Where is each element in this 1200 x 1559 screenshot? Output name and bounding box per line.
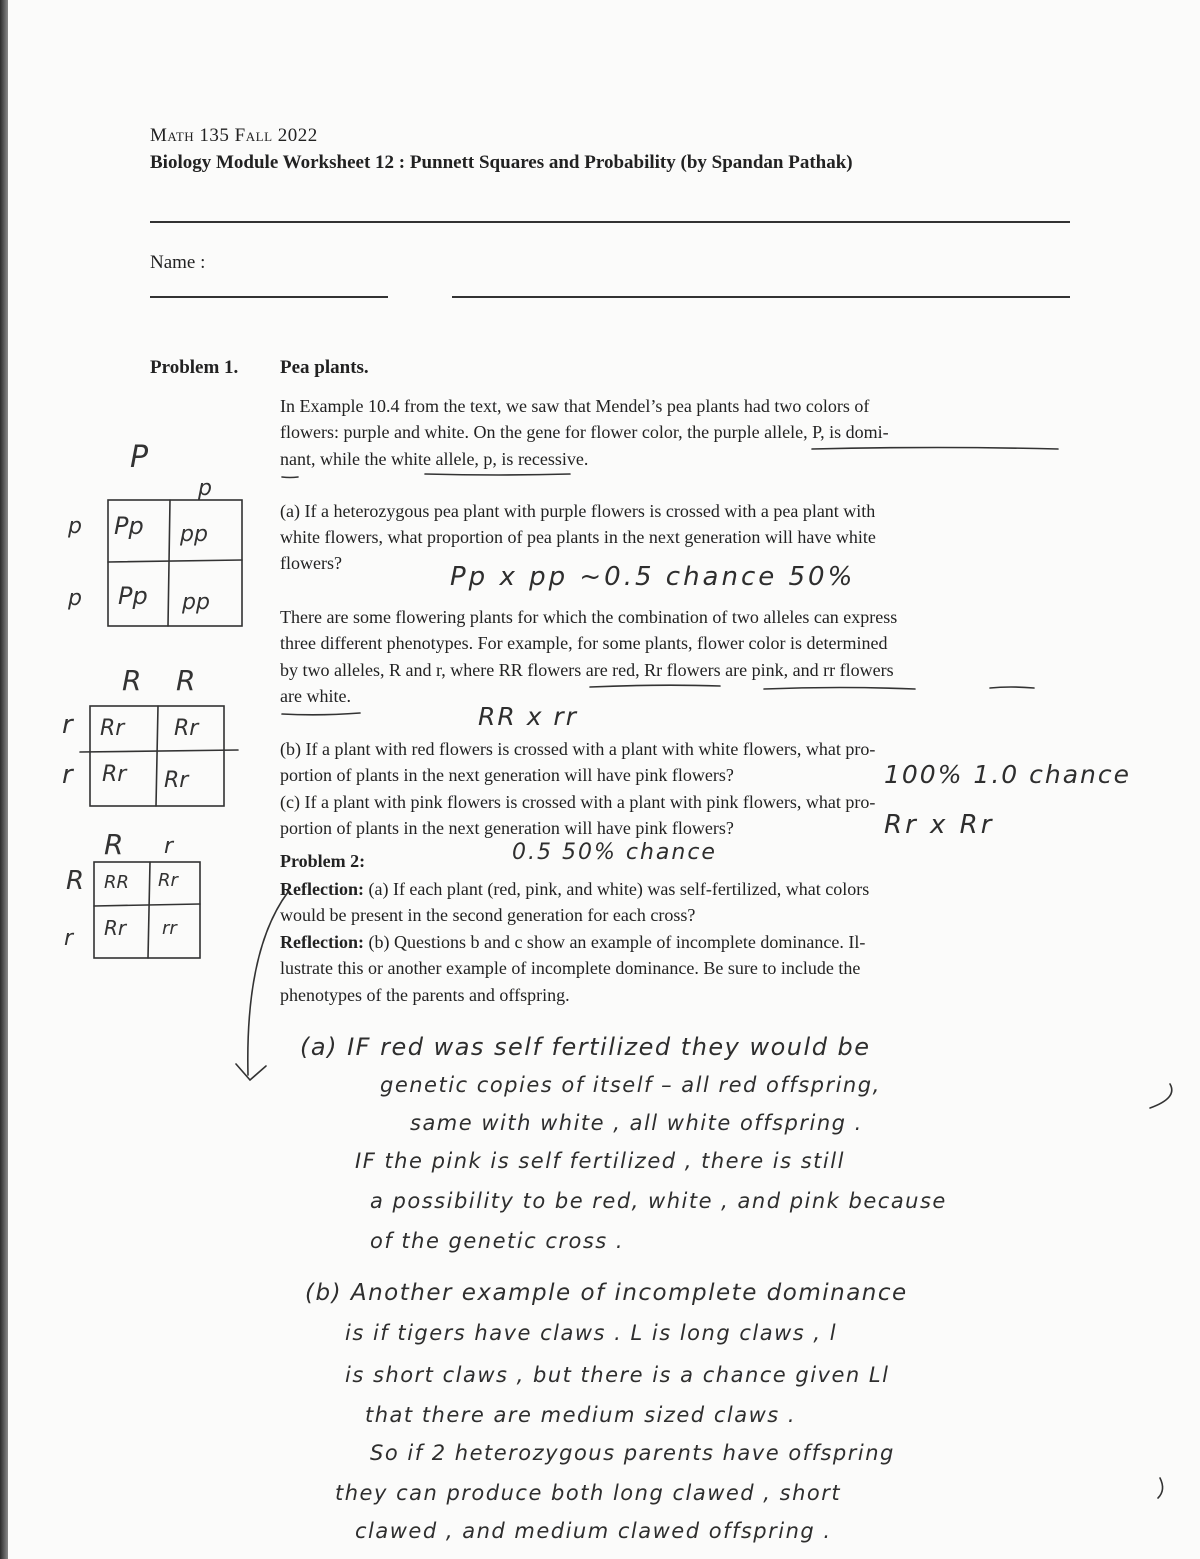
- intro2-line: There are some flowering plants for which the combination of two alleles can express: [280, 607, 898, 627]
- punnett3-cell: RR: [104, 872, 130, 893]
- worksheet-title: Biology Module Worksheet 12 : Punnett Squares and Probability (by Spandan Pathak): [150, 152, 853, 173]
- hw-answer-a-line: genetic copies of itself – all red offspring,: [380, 1073, 881, 1097]
- problem2-label: Problem 2:: [280, 851, 366, 871]
- punnett2-side-label: r: [62, 710, 73, 740]
- reflection-arrow: [248, 892, 288, 1075]
- reflection-label: Reflection:: [280, 932, 364, 952]
- punnett2-top-label: R: [176, 664, 196, 697]
- punnett3-side-label: R: [66, 866, 85, 896]
- part-a-line: (a) If a heterozygous pea plant with purple flowers is crossed with a pea plant with: [280, 501, 876, 521]
- hw-answer-a-line: a possibility to be red, white , and pink because: [370, 1189, 947, 1213]
- intro2-line: three different phenotypes. For example, for some plants, flower color is determined: [280, 633, 888, 653]
- hw-answer-b-line: is if tigers have claws . L is long claws , l: [345, 1321, 838, 1345]
- punnett2-cell: Rr: [174, 716, 199, 741]
- intro2-line: are white.: [280, 686, 351, 706]
- part-a-line: white flowers, what proportion of pea plants in the next generation will have white: [280, 527, 876, 547]
- punnett2-cell: Rr: [164, 768, 189, 793]
- underline-dominant: [812, 448, 1058, 450]
- hw-answer-a-line: of the genetic cross .: [370, 1229, 625, 1253]
- intro2-line: by two alleles, R and r, where RR flowers are red, Rr flowers are pink, and rr flowers: [280, 660, 894, 680]
- punnett2-top-label: R: [122, 664, 142, 697]
- hw-answer-b-line: is short claws , but there is a chance given Ll: [345, 1363, 890, 1387]
- answer-b: 100% 1.0 chance: [884, 760, 1132, 789]
- reflection-b-text: (b) Questions b and c show an example of incomplete dominance. Il-: [368, 932, 866, 952]
- punnett1-side-label: p: [68, 586, 82, 611]
- punnett2-side-label: r: [62, 760, 73, 790]
- intro-line: flowers: purple and white. On the gene for flower color, the purple allele, P, is domi-: [280, 422, 889, 442]
- part-c-line: (c) If a plant with pink flowers is crossed with a plant with pink flowers, what pro-: [280, 792, 876, 812]
- problem1-title: Pea plants.: [280, 357, 369, 378]
- hw-answer-b-line: clawed , and medium clawed offspring .: [355, 1519, 832, 1543]
- part-c-line: portion of plants in the next generation will have pink flowers?: [280, 818, 734, 838]
- part-b-line: portion of plants in the next generation will have pink flowers?: [280, 765, 734, 785]
- intro-line: nant, while the white allele, p, is recessive.: [280, 449, 589, 469]
- punnett3-side-label: r: [64, 926, 74, 951]
- punnett2-cell: Rr: [100, 716, 125, 741]
- punnett1-cell: pp: [182, 590, 210, 615]
- reflection-b-line: lustrate this or another example of incomplete dominance. Be sure to include the: [280, 958, 861, 978]
- reflection-a-line: would be present in the second generation for each cross?: [280, 905, 696, 925]
- hw-answer-a-line: IF the pink is self fertilized , there is still: [355, 1149, 845, 1173]
- name-label: Name :: [150, 252, 206, 273]
- punnett1-cell: Pp: [118, 582, 148, 610]
- reflection-b-line: phenotypes of the parents and offspring.: [280, 985, 570, 1005]
- punnett1-top-label: p: [198, 476, 212, 501]
- hw-answer-b-line: (b) Another example of incomplete dominance: [305, 1280, 908, 1306]
- reflection-label: Reflection:: [280, 879, 364, 899]
- course-header: Math 135 Fall 2022: [150, 125, 318, 146]
- punnett3-top-label: R: [104, 828, 124, 861]
- answer-c: 0.5 50% chance: [512, 840, 717, 865]
- punnett1-cell: pp: [180, 522, 208, 547]
- part-a-line: flowers?: [280, 553, 342, 573]
- cross-b: RR x rr: [478, 702, 578, 731]
- underline-red: [590, 685, 720, 687]
- hw-answer-a-line: (a) IF red was self fertilized they would be: [300, 1033, 871, 1061]
- underline-white-allele: [425, 474, 570, 475]
- punnett2-cell: Rr: [102, 762, 127, 787]
- punnett3-cell: Rr: [104, 916, 127, 940]
- hw-answer-b-line: So if 2 heterozygous parents have offspring: [370, 1441, 895, 1465]
- part-b-line: (b) If a plant with red flowers is crossed with a plant with white flowers, what pro-: [280, 739, 876, 759]
- reflection-a-text: (a) If each plant (red, pink, and white) was self-fertilized, what colors: [368, 879, 870, 899]
- hw-answer-b-line: that there are medium sized claws .: [365, 1403, 797, 1427]
- underline-pink: [764, 688, 915, 690]
- intro-line: In Example 10.4 from the text, we saw that Mendel’s pea plants had two colors of: [280, 396, 870, 416]
- cross-c: Rr x Rr: [884, 810, 995, 840]
- hw-answer-b-line: they can produce both long clawed , short: [335, 1481, 842, 1505]
- punnett3-top-label: r: [164, 834, 174, 859]
- punnett3-cell: rr: [162, 918, 177, 939]
- punnett1-top-label: P: [130, 440, 149, 475]
- punnett3-cell: Rr: [158, 870, 178, 891]
- punnett1-side-label: p: [68, 514, 82, 539]
- punnett1-cell: Pp: [114, 512, 144, 540]
- underline-white: [990, 687, 1034, 688]
- hw-answer-a-line: same with white , all white offspring .: [410, 1111, 863, 1135]
- answer-a: Pp x pp ~0.5 chance 50%: [450, 562, 856, 592]
- problem1-label: Problem 1.: [150, 357, 239, 378]
